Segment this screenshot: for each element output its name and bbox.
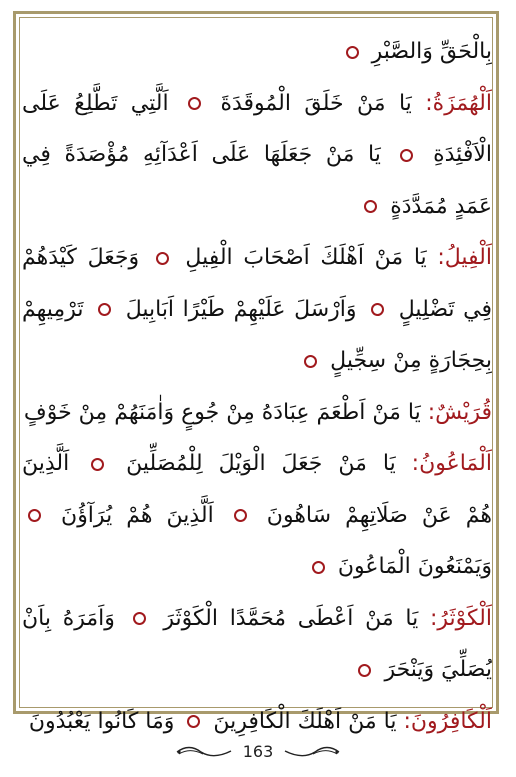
verse-separator-icon xyxy=(346,46,359,59)
verse-separator-icon xyxy=(133,612,146,625)
verse-text: فِي تَضْلِيلٍ xyxy=(398,296,492,322)
verse-text: اَلَّذِينَ هُمْ يُرَآؤُنَ xyxy=(61,502,214,528)
text-line xyxy=(22,387,492,439)
text-line xyxy=(22,232,492,284)
left-ornament-icon xyxy=(175,743,233,759)
verse-text: يَا مَنْ اَطْعَمَ عِبَادَهُ مِنْ جُوعٍ وَاٰمَنَهُمْ مِنْ خَوْفٍ xyxy=(23,399,421,425)
text-line xyxy=(22,593,492,645)
right-ornament-icon xyxy=(283,743,341,759)
verse-text: وَجَعَلَ كَيْدَهُمْ xyxy=(22,245,140,270)
verse-text: بِالْحَقِّ وَالصَّبْرِ xyxy=(371,39,492,64)
text-line xyxy=(22,644,492,696)
verse-text: بِحِجَارَةٍ مِنْ سِجِّيلٍ xyxy=(330,348,492,373)
verse-text: وَاَرْسَلَ عَلَيْهِمْ طَيْرًا اَبَابِيلَ xyxy=(125,296,357,322)
verse-separator-icon xyxy=(304,355,317,368)
verse-text: هُمْ عَنْ صَلَاتِهِمْ سَاهُونَ xyxy=(266,502,492,528)
verse-separator-icon xyxy=(358,664,371,677)
verse-text: يَا مَنْ خَلَقَ الْمُوقَدَةَ xyxy=(220,90,412,116)
verse-text: وَاَمَرَهُ بِاَنْ xyxy=(22,605,115,631)
surah-name: اَلْفِيلُ: xyxy=(437,245,492,270)
text-line xyxy=(22,335,492,387)
verse-text: يَا مَنْ جَعَلَ الْوَيْلَ لِلْمُصَلِّينَ xyxy=(126,451,396,476)
text-line xyxy=(22,26,492,78)
verse-text: يَا مَنْ جَعَلَهَا عَلَى اَعْدَآئِهِ مُؤْصَدَةً فِي xyxy=(22,142,381,167)
surah-name: اَلْمَاعُونُ: xyxy=(411,451,492,476)
text-body xyxy=(22,26,492,747)
text-line xyxy=(22,129,492,181)
verse-separator-icon xyxy=(187,715,200,728)
text-line xyxy=(22,181,492,233)
surah-name: اَلْكَافِرُونَ: xyxy=(403,708,492,734)
verse-text: تَرْمِيهِمْ xyxy=(22,296,84,322)
text-line xyxy=(22,490,492,542)
verse-text: اَلَّتِي تَطَّلِعُ عَلَى xyxy=(22,90,169,116)
verse-text: يَا مَنْ اَهْلَكَ اَصْحَابَ الْفِيلِ xyxy=(185,245,427,270)
verse-separator-icon xyxy=(156,252,169,265)
verse-text: وَيَمْنَعُونَ الْمَاعُونَ xyxy=(337,554,492,579)
verse-separator-icon xyxy=(188,97,201,110)
surah-name: قُرَيْشٌ: xyxy=(427,399,492,425)
text-line xyxy=(22,438,492,490)
verse-separator-icon xyxy=(28,509,41,522)
verse-text: يُصَلِّيَ وَيَنْحَرَ xyxy=(384,657,492,682)
verse-separator-icon xyxy=(312,561,325,574)
verse-separator-icon xyxy=(371,303,384,316)
page-footer xyxy=(0,731,516,771)
verse-text: اَلَّذِينَ xyxy=(22,451,70,476)
verse-separator-icon xyxy=(98,303,111,316)
text-line xyxy=(22,284,492,336)
verse-separator-icon xyxy=(234,509,247,522)
verse-separator-icon xyxy=(91,458,104,471)
verse-text: الْاَفْئِدَةِ xyxy=(433,142,492,167)
surah-name: اَلْهُمَزَةُ: xyxy=(425,90,492,116)
verse-text: يَا مَنْ اَهْلَكَ الْكَافِرِينَ xyxy=(213,708,397,734)
verse-text: عَمَدٍ مُمَدَّدَةٍ xyxy=(390,193,492,219)
page-number: 163 xyxy=(242,741,274,761)
verse-text: يَا مَنْ اَعْطَى مُحَمَّدًا الْكَوْثَرَ xyxy=(163,605,419,631)
surah-name: اَلْكَوْثَرُ: xyxy=(429,605,492,631)
verse-separator-icon xyxy=(364,200,377,213)
verse-separator-icon xyxy=(400,149,413,162)
verse-text: وَمَا كَانُوا يَعْبُدُونَ xyxy=(28,708,175,734)
text-line xyxy=(22,541,492,593)
text-line xyxy=(22,78,492,130)
